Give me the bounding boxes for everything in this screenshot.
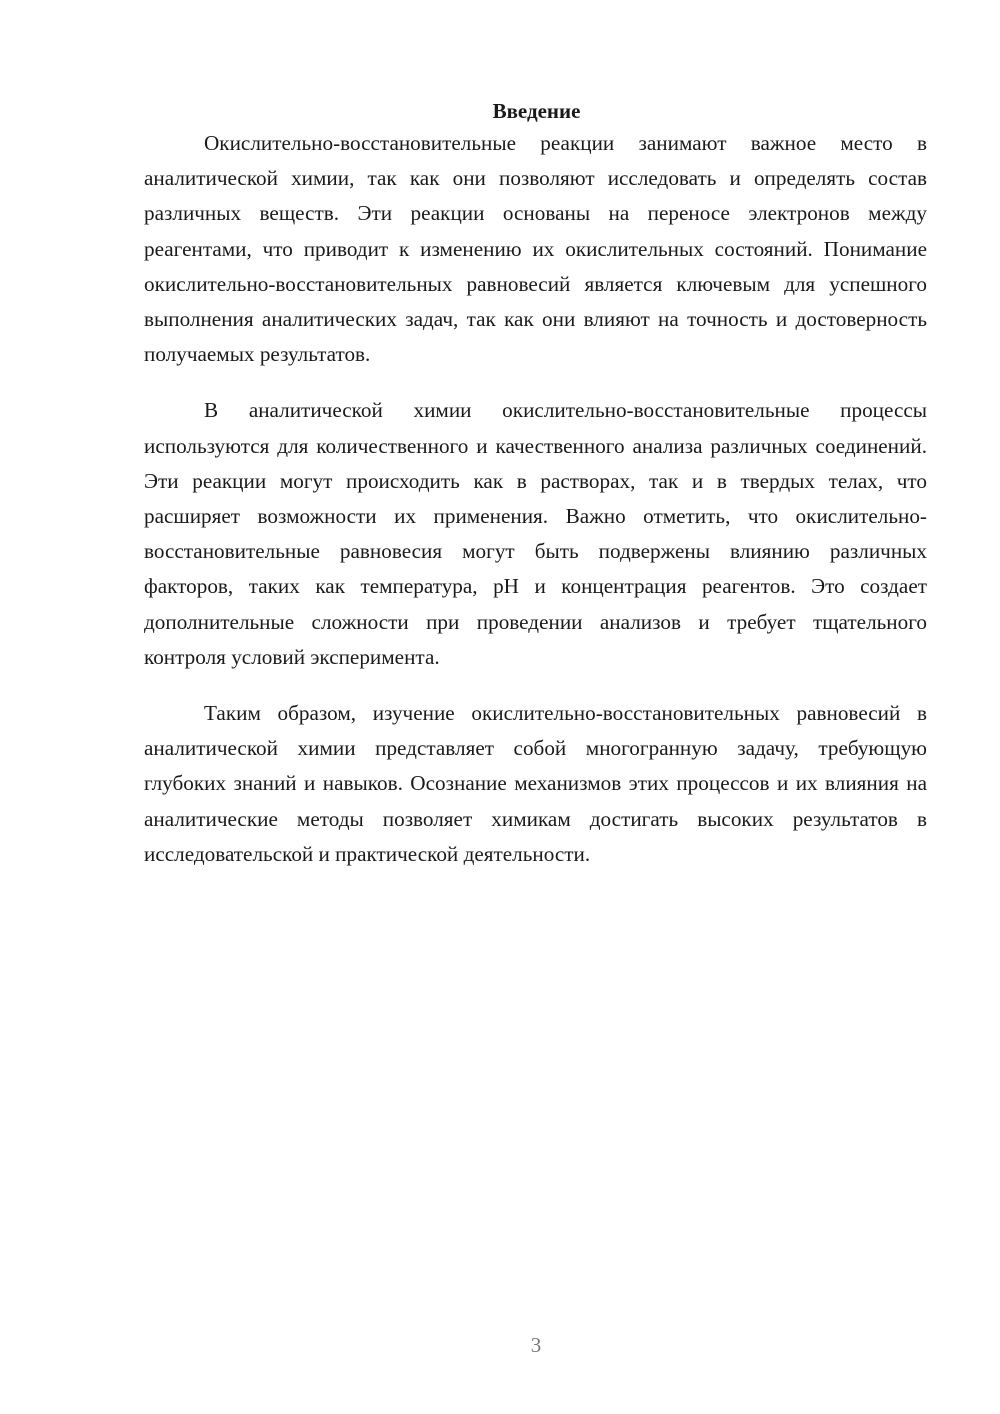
paragraph-1: Окислительно-восстановительные реакции занимают важное место в аналитической химии, так как они позволяют исследовать и определять состав различных веществ. Эти реакции основаны на переносе электронов между реагентами, что приводит к изменению их окислительных состояний. Понимание окислительно-восстановительных равновесий является ключевым для успешного выполнения аналитических задач, так как они влияют на точность и достоверность получаемых результатов. <box>144 131 927 367</box>
page-number: 3 <box>530 1333 542 1357</box>
section-title: Введение <box>492 99 581 123</box>
page-content <box>144 96 927 872</box>
paragraph-3: Таким образом, изучение окислительно-восстановительных равновесий в аналитической химии представляет собой многогранную задачу, требующую глубоких знаний и навыков. Осознание механизмов этих процессов и их влияния на аналитические методы позволяет химикам достигать высоких результатов в исследовательской и практической деятельности. <box>144 701 927 866</box>
paragraph-2: В аналитической химии окислительно-восстановительные процессы используются для количественного и качественного анализа различных соединений. Эти реакции могут происходить как в растворах, так и в твердых телах, что расширяет возможности их применения. Важно отметить, что окислительно-восстановительные равновесия могут быть подвержены влиянию различных факторов, таких как температура, pH и концентрация реагентов. Это создает дополнительные сложности при проведении анализов и требует тщательного контроля условий эксперимента. <box>144 398 927 669</box>
